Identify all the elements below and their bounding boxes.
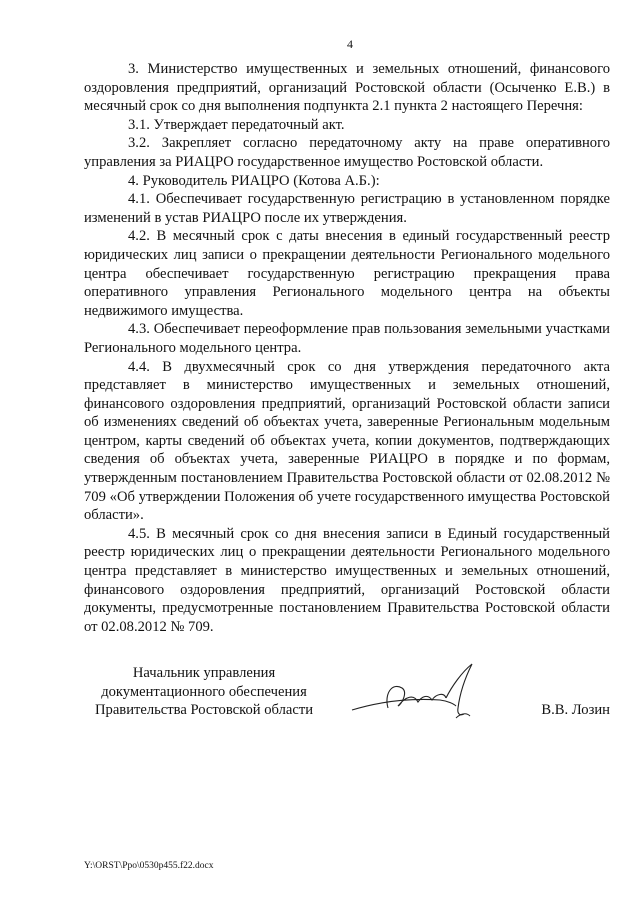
paragraph-3-1: 3.1. Утверждает передаточный акт. (128, 116, 345, 133)
footer-file-path: Y:\ORST\Ppo\0530p455.f22.docx (84, 861, 214, 871)
document-body (84, 60, 610, 636)
signatory-title-line: Начальник управления (132, 665, 276, 681)
paragraph-4-3: 4.3. Обеспечивает переоформление прав пользования земельными участками Регионального модельного центра. (84, 321, 610, 356)
signatory-title-line: Правительства Ростовской области (94, 702, 314, 719)
paragraph-4-4: 4.4. В двухмесячный срок со дня утверждения передаточного акта представляет в министерство имущественных и земельных отношений, финансового оздоровления предприятий, организаций Ростовской области записи об изменениях сведений об объектах учета, заверенные Региональным модельным центром, карты сведений об объектах учета, копии документов, подтверждающих сведения об объектах учета, заверенные РИАЦРО в порядке и по формам, утвержденным постановлением Правительства Ростовской области от 02.08.2012 № 709 «Об утверждении Положения об учете государственного имущества Ростовской области». (84, 358, 610, 524)
paragraph-4-1: 4.1. Обеспечивает государственную регистрацию в установленном порядке изменений в устав РИАЦРО после их утверждения. (84, 191, 610, 226)
handwritten-signature (348, 658, 498, 728)
signatory-title (84, 664, 324, 720)
paragraph-4-5: 4.5. В месячный срок со дня внесения записи в Единый государственный реестр юридических лиц о прекращении деятельности Регионального модельного центра представляет в министерство имущественных и земельных отношений, финансового оздоровления предприятий, организаций Ростовской области документы, предусмотренные постановлением Правительства Ростовской области от 02.08.2012 № 709. (84, 525, 610, 635)
paragraph-3-2: 3.2. Закрепляет согласно передаточному акту на праве оперативного управления за РИАЦРО государственное имущество Ростовской области. (84, 135, 610, 170)
page-number: 4 (347, 37, 353, 51)
signature-block (84, 664, 610, 724)
paragraph-4: 4. Руководитель РИАЦРО (Котова А.Б.): (128, 172, 380, 189)
paragraph-4-2: 4.2. В месячный срок с даты внесения в единый государственный реестр юридических лиц записи о прекращении деятельности Регионального модельного центра обеспечивает государственную регистрацию прекращения права оперативного управления Регионального модельного центра на объекты недвижимого имущества. (84, 228, 610, 319)
signatory-title-line: документационного обеспечения (101, 683, 307, 700)
signatory-name: В.В. Лозин (541, 702, 610, 718)
paragraph-3: 3. Министерство имущественных и земельных отношений, финансового оздоровления предприятий, организаций Ростовской области (Осыченко Е.В.) в месячный срок со дня выполнения подпункта 2.1 пункта 2 настоящего Перечня: (84, 61, 610, 115)
